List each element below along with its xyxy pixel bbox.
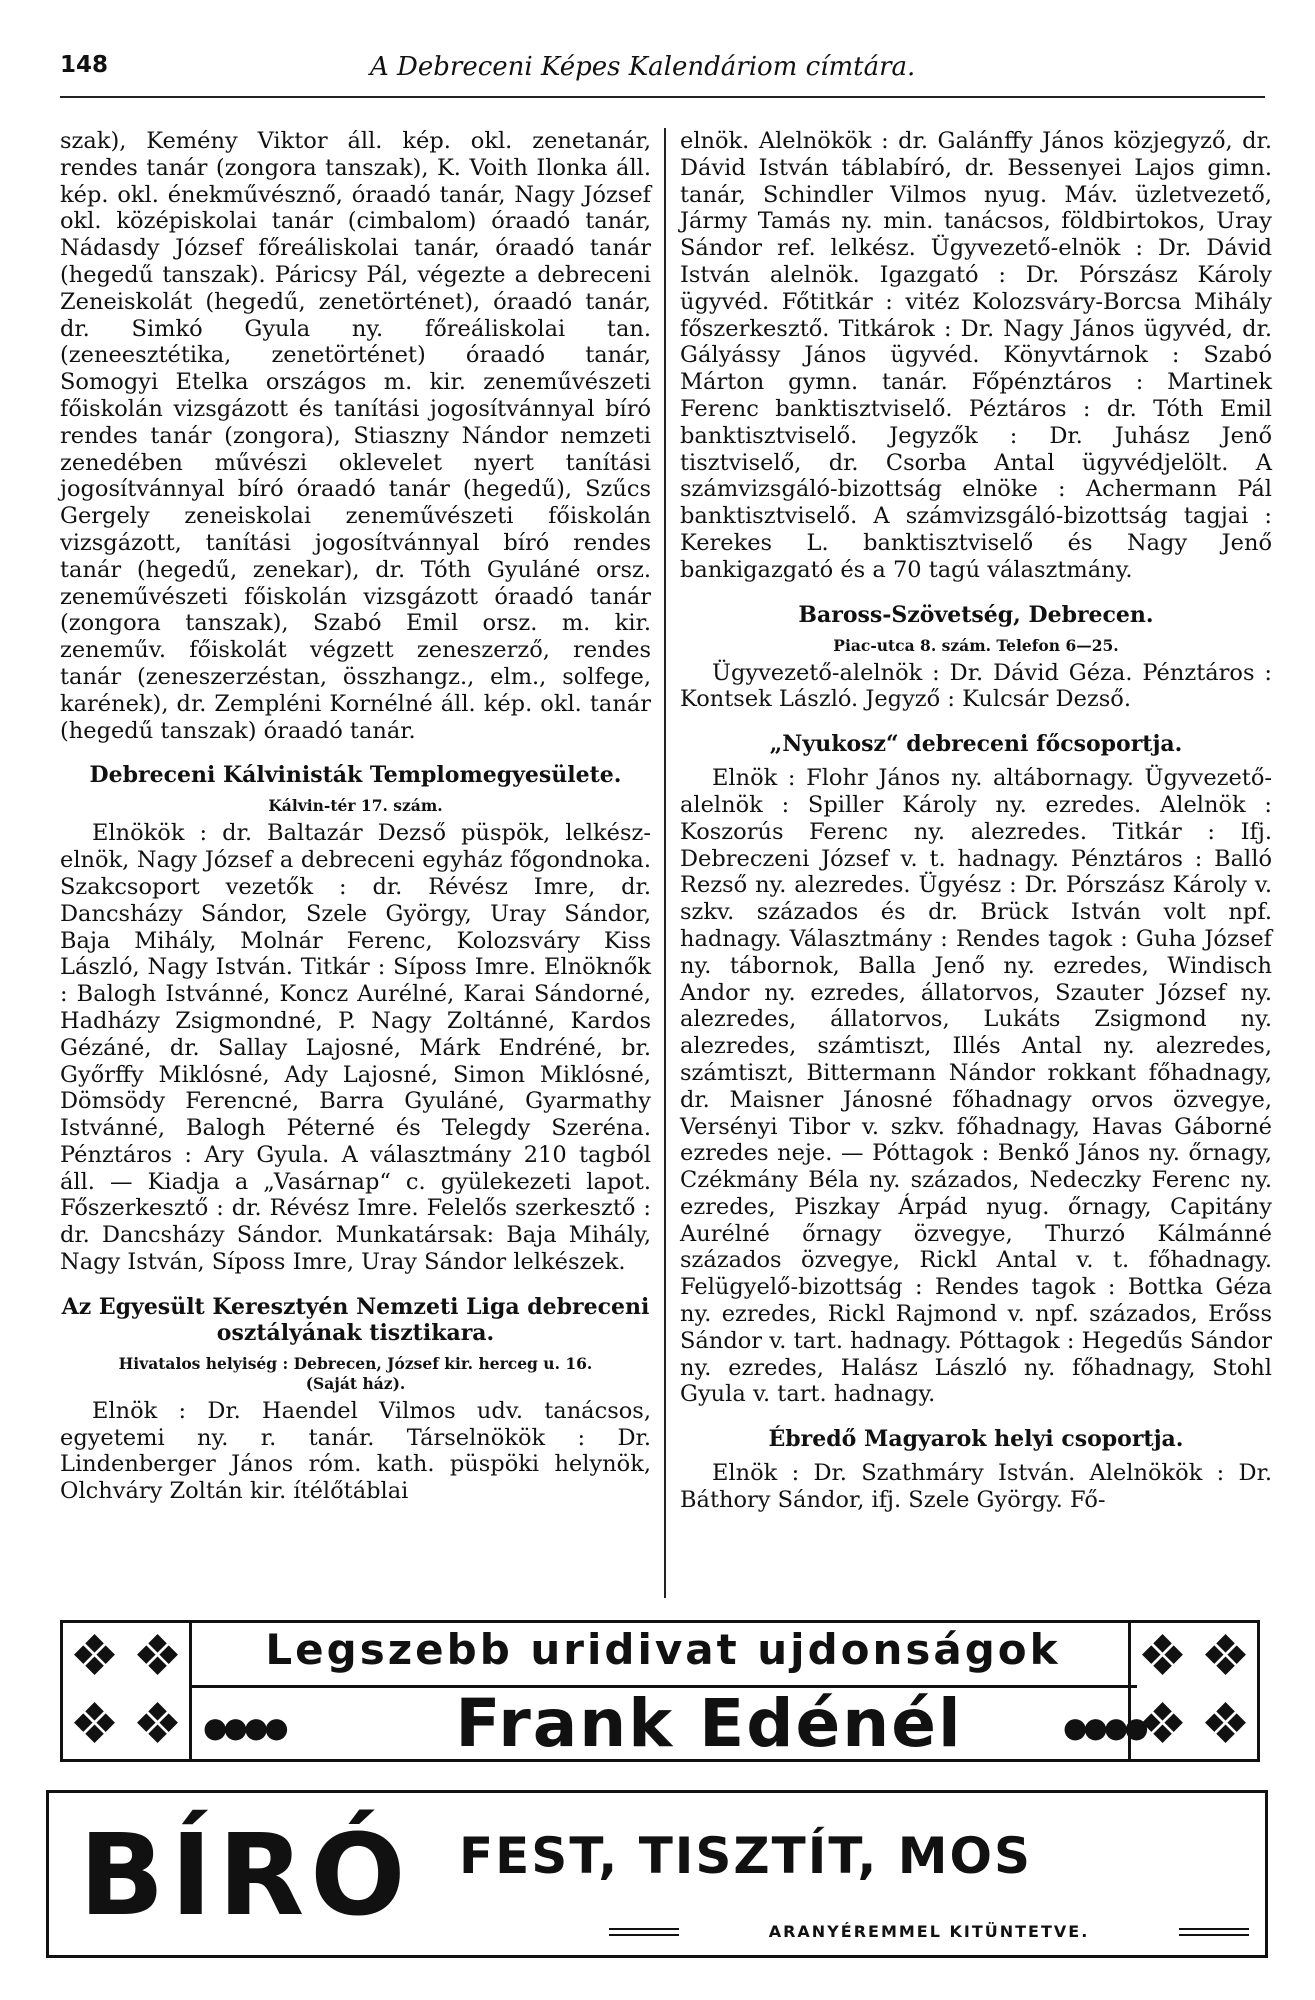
page-header [60, 52, 1265, 92]
diamond-icon: ❖ [132, 1692, 183, 1757]
section-address-liga-line1: Hivatalos helyiség : Debrecen, József kir. herceg u. 16. [118, 1353, 593, 1373]
ornament-dots-icon: ●●●● [1063, 1711, 1145, 1744]
column-divider [664, 128, 666, 1598]
left-column [60, 128, 651, 1505]
running-title: A Debreceni Képes Kalendáriom címtára. [370, 52, 916, 82]
diamond-icon: ❖ [132, 1624, 183, 1689]
section-address-kalvinistak: Kálvin-tér 17. szám. [268, 796, 443, 816]
section-title-liga: Az Egyesült Keresztyén Nemzeti Liga debreceni osztályának tisztikara. [61, 1293, 650, 1346]
diamond-icon: ❖ [1137, 1692, 1188, 1757]
diamond-icon: ❖ [1137, 1624, 1188, 1689]
section-title-kalvinistak: Debreceni Kálvinisták Templomegyesülete. [89, 762, 622, 789]
biro-ad-award: ARANYÉREMMEL KITÜNTETVE. [679, 1921, 1179, 1943]
section-body-kalvinistak: Elnökök : dr. Baltazár Dezső püspök, lelkész-elnök, Nagy József a debreceni egyház főgondnoka. Szakcsoport vezetők : dr. Révész Imre, dr. Dancsházy Sándor, Szele György, Uray Sándor, Baja Mihály, Molnár Ferenc, Kolozsváry Kiss László, Nagy István. Titkár : Síposs Imre. Elnöknők : Balogh Istvánné, Koncz Aurélné, Karai Sándorné, Hadházy Zsigmondné, P. Nagy Zoltánné, Kardos Gézáné, dr. Sallay Lajosné, Márk Endréné, br. Győrffy Miklósné, Ady Lajosné, Simon Miklósné, Dömsödy Ferencné, Barra Gyuláné, Gyarmathy Istvánné, Balogh Péterné és Telegdy Szeréna. Pénztáros : Ary Gyula. A választmány 210 tagból áll. — Kiadja a „Vasárnap“ c. gyülekezeti lapot. Főszerkesztő : dr. Révész Imre. Felelős szerkesztő : dr. Dancsházy Sándor. Munkatársak: Baja Mihály, Nagy István, Síposs Imre, Uray Sándor lelkészek. [60, 820, 651, 1276]
page-number: 148 [60, 52, 109, 78]
section-body-liga: Elnök : Dr. Haendel Vilmos udv. tanácsos, egyetemi ny. r. tanár. Társelnökök : Dr. Lindenberger János róm. kath. püspöki helynök, Olchváry Zoltán kir. ítélőtáblai [60, 1397, 651, 1505]
liga-continuation: elnök. Alelnökök : dr. Galánffy János közjegyző, dr. Dávid István táblabíró, dr. Bessenyei Lajos gimn. tanár, Schindler Vilmos nyug. Máv. üzletvezető, Jármy Tamás ny. min. tanácsos, földbirtokos, Uray Sándor ref. lelkész. Ügyvezető-elnök : Dr. Dávid István alelnök. Igazgató : Dr. Pórszász Károly ügyvéd. Főtitkár : vitéz Kolozsváry-Borcsa Mihály főszerkesztő. Titkárok : Dr. Nagy János ügyvéd, dr. Gályássy János ügyvéd. Könyvtárnok : Szabó Márton gymn. tanár. Főpénztáros : Martinek Ferenc banktisztviselő. Péztáros : dr. Tóth Emil banktisztviselő. Jegyzők : Dr. Juhász Jenő tisztviselő, dr. Csorba Antal ügyvédjelölt. A számvizsgáló-bizottság elnöke : Achermann Pál banktisztviselő. A számvizsgáló-bizottság tagjai : Kerekes L. banktisztviselő és Nagy Jenő bankigazgató és a 70 tagú választmány. [680, 128, 1272, 583]
header-rule [60, 96, 1265, 98]
section-address-liga-line2: (Saját ház). [305, 1373, 406, 1393]
diamond-icon: ❖ [69, 1692, 120, 1757]
biro-ad-award-line [609, 1921, 1249, 1943]
diamond-ornament-right [1128, 1623, 1257, 1759]
right-column [680, 128, 1272, 1514]
diamond-icon: ❖ [69, 1624, 120, 1689]
frank-ad-headline: Legszebb uridivat ujdonságok [265, 1625, 1061, 1674]
section-title-baross: Baross-Szövetség, Debrecen. [798, 601, 1154, 628]
music-school-continuation: szak), Kemény Viktor áll. kép. okl. zenetanár, rendes tanár (zongora tanszak), K. Voith Ilonka áll. kép. okl. énekművésznő, óraadó tanár, Nagy József okl. középiskolai tanár (cimbalom) óraadó tanár, Nádasdy József főreáliskolai tanár, óraadó tanár (hegedű tanszak). Páricsy Pál, végezte a debreceni Zeneiskolát (hegedű, zenetörténet), óraadó tanár, dr. Simkó Gyula ny. főreáliskolai tan. (zeneesztétika, zenetörténet) óraadó tanár, Somogyi Etelka országos m. kir. zeneművészeti főiskolán vizsgázott és tanítási jogosítvánnyal bíró rendes tanár (zongora), Stiaszny Nándor nemzeti zenedében művészi oklevelet nyert tanítási jogosítvánnyal bíró óraadó tanár (hegedű), Szűcs Gergely zeneiskolai zeneművészeti főiskolán vizsgázott, tanítási jogosítvánnyal bíró rendes tanár (hegedű, zenekar), dr. Tóth Gyuláné orsz. zeneművészeti főiskolán vizsgázott óraadó tanár (zongora tanszak), Szabó Emil orsz. m. kir. zeneműv. főiskolát végzett zeneszerző, rendes tanár (zeneszerzéstan, összhangz., elm., solfege, karének), dr. Zempléni Kornélné áll. kép. okl. tanár (hegedű tanszak) óraadó tanár. [60, 128, 651, 744]
section-body-baross: Ügyvezető-alelnök : Dr. Dávid Géza. Pénztáros : Kontsek László. Jegyző : Kulcsár Dezső. [680, 659, 1272, 713]
section-title-ebredo: Ébredő Magyarok helyi csoportja. [768, 1426, 1184, 1453]
section-title-nyukosz: „Nyukosz“ debreceni főcsoportja. [769, 731, 1183, 758]
ornament-dots-icon: ●●●● [203, 1711, 285, 1744]
section-body-ebredo: Elnök : Dr. Szathmáry István. Alelnökök : Dr. Báthory Sándor, ifj. Szele György. Fő- [680, 1460, 1272, 1514]
biro-ad-name: BÍRÓ [79, 1811, 412, 1941]
diamond-icon: ❖ [1200, 1624, 1251, 1689]
biro-ad-slogan: FEST, TISZTÍT, MOS [459, 1827, 1033, 1885]
section-body-nyukosz: Elnök : Flohr János ny. altábornagy. Ügyvezető-alelnök : Spiller Károly ny. ezredes. Alelnök : Koszorús Ferenc ny. alezredes. Titkár : Ifj. Debreczeni József v. t. hadnagy. Pénztáros : Balló Rezső ny. alezredes. Ügyész : Dr. Pórszász Károly v. szkv. százados és dr. Brück István volt npf. hadnagy. Választmány : Rendes tagok : Guha József ny. tábornok, Balla Jenő ny. ezredes, Windisch Andor ny. ezredes, állatorvos, Szauter József ny. alezredes, állatorvos, Lukáts Zsigmond ny. alezredes, számtiszt, Illés Antal ny. alezredes, számtiszt, Bittermann Nándor rokkant főhadnagy, dr. Maisner Jánosné főhadnagy orvos özvegye, Versényi Tibor v. szkv. főhadnagy, Havas Gáborné ezredes neje. — Póttagok : Benkő János ny. őrnagy, Czékmány Béla ny. százados, Nedeczky Ferenc ny. ezredes, Piszkay Árpád nyug. őrnagy, Capitány Aurélné őrnagy özvegye, Thurzó Kálmánné százados özvegye, Rickl Antal v. t. főhadnagy. Felügyelő-bizottság : Rendes tagok : Bottka Géza ny. ezredes, Rickl Rajmond v. npf. százados, Erőss Sándor v. tart. hadnagy. Póttagok : Hegedűs Sándor ny. ezredes, Halász László ny. főhadnagy, Stohl Gyula v. tart. hadnagy. [680, 765, 1272, 1408]
section-address-liga [60, 1354, 651, 1394]
diamond-icon: ❖ [1200, 1692, 1251, 1757]
diamond-ornament-left [63, 1623, 192, 1759]
frank-ad-name: Frank Edénél [455, 1685, 963, 1762]
biro-advertisement [46, 1790, 1268, 1958]
section-address-baross: Piac-utca 8. szám. Telefon 6—25. [833, 635, 1119, 655]
frank-advertisement [60, 1620, 1260, 1762]
